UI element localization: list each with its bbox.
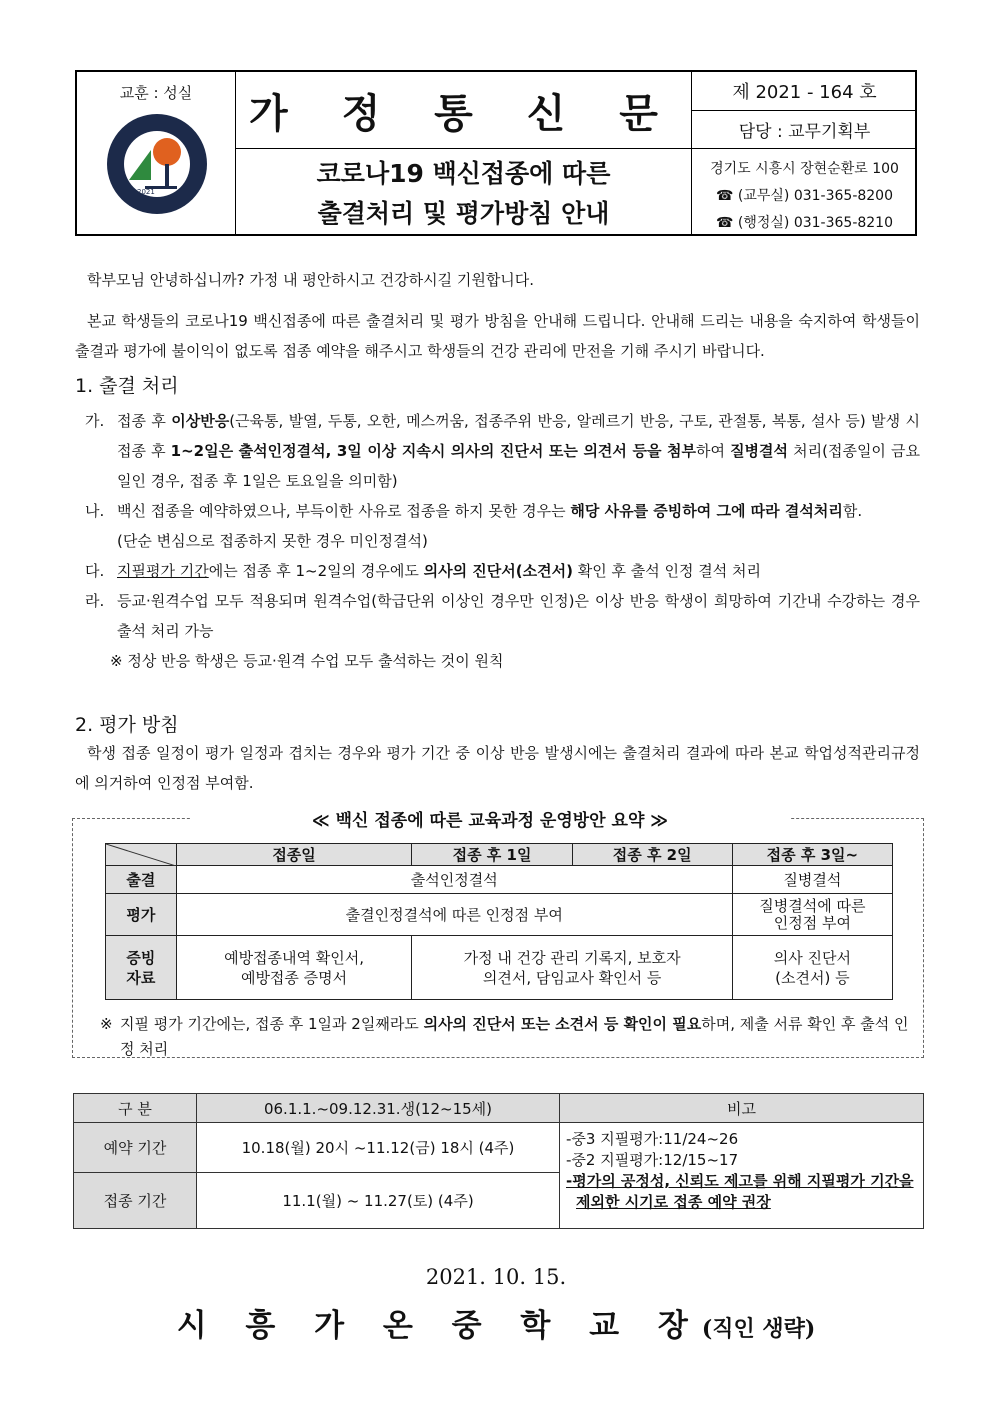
cell-line: 인정점 부여 [773, 913, 851, 932]
diagonal-line [106, 844, 176, 866]
table-row [106, 894, 893, 936]
greeting: 학부모님 안녕하십니까? 가정 내 평안하시고 건강하시길 기원합니다. [87, 271, 535, 289]
signature [0, 1300, 992, 1345]
note-line-bold: -평가의 공정성, 신뢰도 제고를 위해 지필평가 기간을 제외한 시기로 접종 예약 권장 [566, 1172, 914, 1211]
schedule-table [73, 1093, 924, 1229]
item-text: 접종 후 [117, 412, 172, 430]
item-text-underline: 지필평가 기간 [117, 562, 209, 580]
item-text: (단순 변심으로 접종하지 못한 경우 미인정결석) [117, 532, 428, 550]
list-item [85, 556, 920, 586]
table-cell: 질병결석 [732, 866, 892, 894]
table-cell: 출결인정결석에 따른 인정점 부여 [176, 894, 732, 936]
table-cell [176, 936, 412, 1000]
item-marker: 다. [85, 562, 105, 580]
summary-table [105, 843, 893, 1000]
table-header: 접종 후 1일 [412, 844, 572, 866]
item-text: 함. [842, 502, 863, 520]
item-text-bold: 이상반응 [171, 412, 230, 430]
note-marker: ※ [100, 1015, 113, 1033]
row-label: 출결 [106, 866, 177, 894]
table-header: 접종일 [176, 844, 412, 866]
table-row [106, 936, 893, 1000]
note-line: -중2 지필평가:12/15~17 [566, 1151, 739, 1169]
note-line: -중3 지필평가:11/24~26 [566, 1130, 739, 1148]
section-heading: 2. 평가 방침 [75, 714, 179, 736]
item-text-bold: 의사의 진단서(소견서) [423, 562, 573, 580]
section-heading: 1. 출결 처리 [75, 375, 179, 397]
row-label: 평가 [106, 894, 177, 936]
intro-body: 본교 학생들의 코로나19 백신접종에 따른 출결처리 및 평가 방침을 안내해 드립니다. 안내해 드리는 내용을 숙지하여 학생들이 출결과 평가에 불이익이 없도록 접종 예약을 해주시고 학생들의 건강 관리에 만전을 기해 주시기 바랍니다. [75, 312, 920, 360]
list-item [85, 406, 920, 496]
page-title: 가 정 통 신 문 [249, 90, 678, 137]
table-header: 06.1.1.~09.12.31.생(12~15세) [197, 1094, 560, 1123]
header-divider [236, 148, 691, 149]
list-item [85, 586, 920, 646]
table-cell [412, 936, 732, 1000]
cell-line: (소견서) 등 [775, 968, 850, 987]
item-marker: 가. [85, 412, 105, 430]
header-divider [692, 148, 917, 149]
table-cell: 11.1(월) ~ 11.27(토) (4주) [197, 1173, 560, 1229]
cell-line: 의사 진단서 [773, 948, 851, 967]
row-label [106, 936, 177, 1000]
item-text: 확인 후 출석 인정 결석 처리 [572, 562, 761, 580]
page-subtitle [236, 154, 691, 234]
school-motto: 교훈 : 성실 [119, 84, 193, 102]
row-label: 예약 기간 [74, 1123, 197, 1173]
phone-office: ☎ (교무실) 031-365-8200 [715, 188, 893, 204]
note-text-bold: 의사의 진단서 또는 소견서 등 확인이 필요 [423, 1015, 702, 1033]
section-note: ※ 정상 반응 학생은 등교·원격 수업 모두 출석하는 것이 원칙 [110, 652, 504, 670]
table-header: 비고 [560, 1094, 924, 1123]
table-cell: 10.18(월) 20시 ~11.12(금) 18시 (4주) [197, 1123, 560, 1173]
cell-line: 예방접종 증명서 [240, 968, 348, 987]
table-row [106, 866, 893, 894]
logo-year: 2021 [137, 188, 155, 196]
signature-name: 시 흥 가 온 중 학 교 장 [176, 1308, 702, 1344]
item-text: 처리(접종일이 금요일인 경우, 접종 후 1일은 토요일을 의미함) [117, 442, 920, 490]
item-marker: 라. [85, 592, 105, 610]
table-header: 구 분 [74, 1094, 197, 1123]
cell-line: 가정 내 건강 관리 기록지, 보호자 [463, 948, 681, 967]
department: 담당 : 교무기획부 [738, 122, 871, 142]
item-text: (근육통, 발열, 두통, 오한, 메스꺼움, 접종주위 반응, 알레르기 반응, 구토, 관절통, 복통, 설사 등) 발생 시 접종 후 [117, 412, 920, 460]
table-row [74, 1123, 924, 1173]
section-body: 학생 접종 일정이 평가 일정과 겹치는 경우와 평가 기간 중 이상 반응 발생시에는 출결처리 결과에 따라 본교 학업성적관리규정에 의거하여 인정점 부여함. [75, 744, 920, 792]
summary-title: ≪ 백신 접종에 따른 교육과정 운영방안 요약 ≫ [190, 806, 790, 831]
seal-note: (직인 생략) [701, 1316, 816, 1342]
cell-line: 예방접종내역 확인서, [224, 948, 365, 967]
table-cell: 출석인정결석 [176, 866, 732, 894]
item-text-bold: 1~2일은 출석인정결석, 3일 이상 지속시 의사의 진단서 또는 의견서 등을 첨부 [170, 442, 696, 460]
address: 경기도 시흥시 장현순환로 100 [710, 161, 899, 177]
cell-line: 증빙 [126, 948, 156, 967]
issue-number: 제 2021 - 164 호 [732, 82, 877, 103]
summary-note [100, 1012, 915, 1062]
school-logo [105, 108, 209, 218]
note-text: 하며, 제출 서류 확인 후 출석 인정 처리 [120, 1015, 909, 1058]
header-divider [692, 110, 917, 111]
contact-info [692, 156, 917, 237]
subtitle-line: 출결처리 및 평가방침 안내 [317, 199, 610, 228]
subtitle-line: 코로나19 백신접종에 따른 [316, 159, 611, 188]
table-corner [106, 844, 177, 866]
table-cell [732, 936, 892, 1000]
row-label: 접종 기간 [74, 1173, 197, 1229]
item-text-bold: 해당 사유를 증빙하여 그에 따라 결석처리 [570, 502, 843, 520]
item-text-bold: 질병결석 [730, 442, 789, 460]
phone-admin: ☎ (행정실) 031-365-8210 [715, 215, 893, 231]
list-item [85, 496, 920, 556]
table-cell [732, 894, 892, 936]
item-text: 백신 접종을 예약하였으나, 부득이한 사유로 접종을 하지 못한 경우는 [117, 502, 571, 520]
item-marker: 나. [85, 502, 105, 520]
cell-line: 자료 [126, 968, 156, 987]
header-box [75, 70, 917, 236]
item-text: 하여 [695, 442, 731, 460]
note-text: 지필 평가 기간에는, 접종 후 1일과 2일째라도 [120, 1015, 424, 1033]
table-header: 접종 후 3일~ [732, 844, 892, 866]
schedule-notes [560, 1123, 924, 1229]
item-text: 에는 접종 후 1~2일의 경우에도 [208, 562, 424, 580]
cell-line: 의견서, 담임교사 확인서 등 [482, 968, 662, 987]
issue-date: 2021. 10. 15. [425, 1265, 567, 1289]
table-header: 접종 후 2일 [572, 844, 732, 866]
item-text: 등교·원격수업 모두 적용되며 원격수업(학급단위 이상인 경우만 인정)은 이상 반응 학생이 희망하여 기간내 수강하는 경우 출석 처리 가능 [117, 592, 920, 640]
cell-line: 질병결석에 따른 [759, 896, 866, 915]
